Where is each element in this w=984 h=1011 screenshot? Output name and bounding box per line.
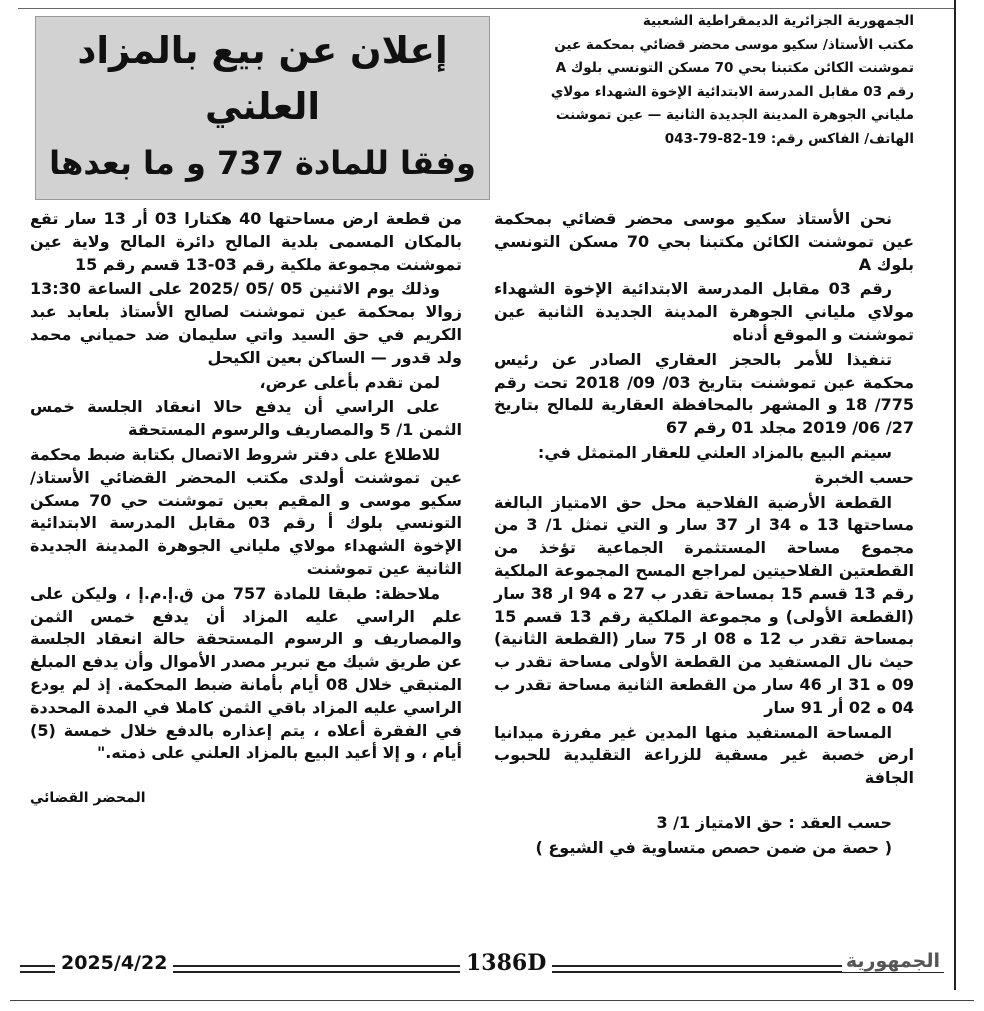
note-paragraph: ملاحظة: طبقا للمادة 757 من ق.إ.م.إ ، وليكن على علم الراسي عليه المزاد أن يدفع خمس الثمن والمصاريف و الرسوم المستحقة حالة انعقاد الجلسة عن طريق شيك مع تبرير مصدر الأموال وأن يدفع المبلغ المتبقي خلال 08 أيام بأمانة ضبط المحكمة. إذ لم يودع الراسي عليه المزاد باقي الثمن كاملا في المدة المحددة في الفقرة أعلاه ، يتم إعذاره بالدفع خلال خمسة (5) أيام ، و إلا أعيد البيع بالمزاد العلني على ذمته." <box>30 583 463 763</box>
page-footer <box>20 950 944 980</box>
paragraph: رقم 03 مقابل المدرسة الابتدائية الإخوة الشهداء مولاي ملياني الجوهرة المدينة الجديدة الثانية عين تموشنت و الموقع أدناه <box>494 279 914 344</box>
paragraph: المساحة المستفيد منها المدين غير مفرزة ميدانيا ارض خصبة غير مسقية للزراعة التقليدية للحبوب الجافة <box>494 722 914 788</box>
title-line-2: وفقا للمادة 737 و ما بعدها <box>49 144 476 182</box>
title-line-1: إعلان عن بيع بالمزاد العلني <box>77 29 448 128</box>
header-line: رقم 03 مقابل المدرسة الابتدائية الإخوة الشهداء مولاي <box>550 83 914 100</box>
paragraph: نحن الأستاذ سكيو موسى محضر قضائي بمحكمة عين تموشنت الكائن مكتبنا بحي 70 مسكن التونسي بلوك A <box>494 209 914 274</box>
paragraph: من قطعة ارض مساحتها 40 هكتارا 03 أر 13 سار تقع بالمكان المسمى بلدية المالح دائرة المالح ولاية عين تموشنت مجموعة ملكية رقم 03-13 قسم رقم 15 <box>30 209 463 274</box>
header-line: الهاتف/ الفاكس رقم: 19-82-79-043 <box>664 130 914 147</box>
header-line: مكتب الأستاذ/ سكيو موسى محضر قضائي بمحكمة عين <box>554 36 914 53</box>
header-line: تموشنت الكائن مكتبنا بحي 70 مسكن التونسي بلوك A <box>555 60 914 76</box>
announcement-title-box <box>35 16 490 200</box>
section-heading: حسب الخبرة <box>814 467 914 487</box>
right-column <box>494 208 914 862</box>
signature-label: المحضر القضائي <box>30 790 146 807</box>
header-line: ملياني الجوهرة المدينة الجديدة الثانية — عين تموشنت <box>555 107 914 123</box>
header-line: الجمهورية الجزائرية الديمقراطية الشعبية <box>642 13 914 29</box>
contract-note: ( حصة من ضمن حصص متساوية في الشيوع ) <box>535 837 892 857</box>
office-header <box>514 10 914 151</box>
bottom-rule <box>10 1000 974 1001</box>
paragraph: القطعة الأرضية الفلاحية محل حق الامتياز البالغة مساحتها 13 ه 34 ار 37 سار و التي تمثل 1/ 3 من مجموع مساحة المستثمرة الجماعية تؤخذ من القطعتين الفلاحيتين لمراجع المسح المجموعة الملكية رقم 13 قسم 15 بمساحة تقدر ب 27 ه 94 ار 38 سار (القطعة الأولى) و مجموعة الملكية رقم 13 قسم 15 بمساحة تقدر ب 12 ه 08 ار 75 سار (القطعة الثانية) حيث نال المستفيد من القطعة الأولى مساحة تقدر ب 09 ه 31 ار 46 سار من القطعة الثانية مساحة تقدر ب 04 ه 02 أر 91 سار <box>494 492 915 717</box>
top-rule <box>18 8 954 9</box>
paragraph: لمن تقدم بأعلى عرض، <box>259 372 440 392</box>
left-column <box>30 208 462 810</box>
paragraph: على الراسي أن يدفع حالا انعقاد الجلسة خمس الثمن 1/ 5 والمصاريف والرسوم المستحقة <box>30 397 462 440</box>
newspaper-logo: الجمهورية <box>842 950 944 972</box>
paragraph: للاطلاع على دفتر شروط الاتصال بكتابة ضبط محكمة عين تموشنت أولدى مكتب المحضر القضائي الأستاذ/ سكيو موسى و المقيم بعين تموشنت حي 70 مسكن التونسي بلوك أ رقم 03 مقابل المدرسة الابتدائية الإخوة الشهداء مولاي ملياني الجوهرة المدينة الجديدة الثانية عين تموشنت <box>30 444 463 578</box>
contract-line: حسب العقد : حق الامتياز 1/ 3 <box>656 812 892 832</box>
paragraph: تنفيذا للأمر بالحجز العقاري الصادر عن رئيس محكمة عين تموشنت بتاريخ 03/ 09/ 2018 تحت رقم 775/ 18 و المشهر بالمحافظة العقارية للمالح بتاريخ 27/ 06/ 2019 مجلد 01 رقم 67 <box>494 349 914 438</box>
right-border <box>954 0 956 990</box>
paragraph: سيتم البيع بالمزاد العلني للعقار المتمثل في: <box>537 442 892 462</box>
issue-date: 2025/4/22 <box>55 952 173 974</box>
ad-code: 1386D <box>460 950 552 976</box>
paragraph: وذلك يوم الاثنين 05 /05 /2025 على الساعة 13:30 زوالا بمحكمة عين تموشنت لصالح الأستاذ بلعابد عبد الكريم في حق السيد واتي سليمان ضد حمياني محمد ولد قدور — الساكن بعين الكيحل <box>30 279 462 367</box>
signature-block <box>30 787 462 810</box>
